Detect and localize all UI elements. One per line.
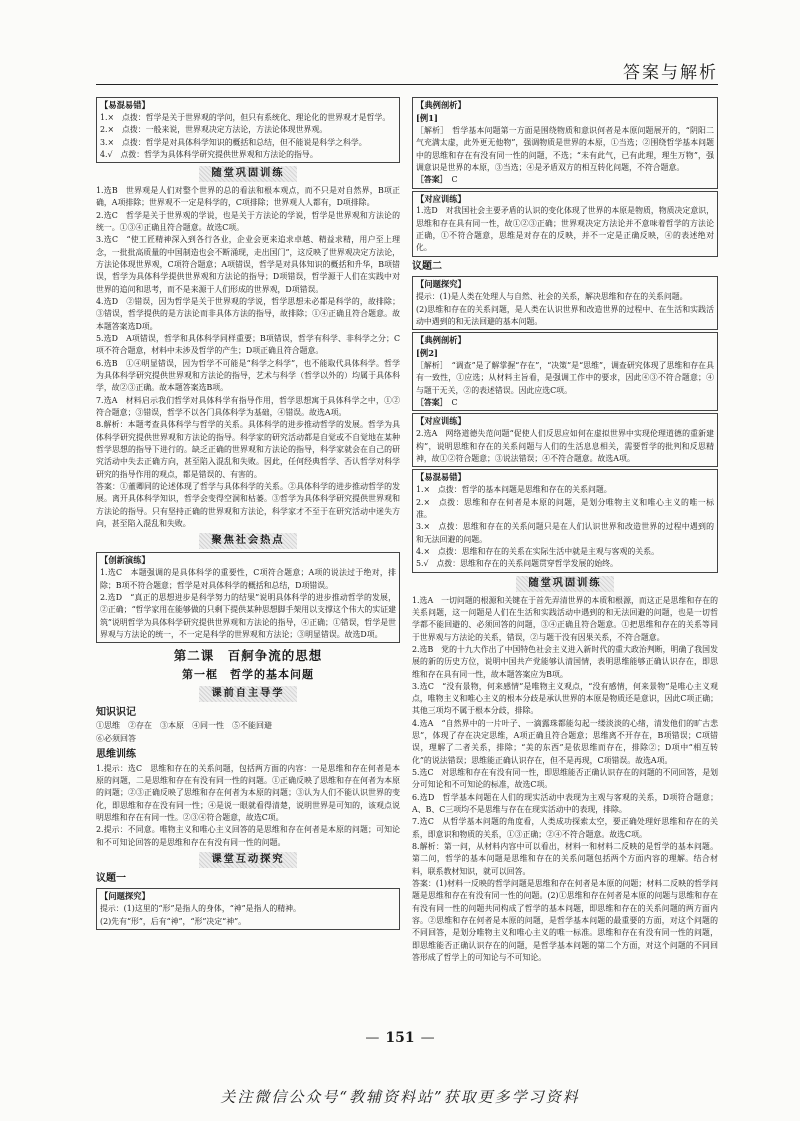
section-heading: 议题二 xyxy=(412,260,442,272)
list-item: 1.选D 对我国社会主要矛盾的认识的变化体现了世界的本原是物质，物质决定意识，思维和存在具有同一性，故①②③正确；世界观决定方法论并不意味着哲学的方法论正确，①不符合题意，思维是对存在的反映，并不一定是正确反映，④的表述绝对化。 xyxy=(416,206,714,253)
analysis-text: ［解析］ “调查”是了解掌握“存在”，“决策”是“思维”，调查研究体现了思维和存在具有一致性，①应选；从材料主旨看，是强调工作中的要求，因此④③不符合题意；④与题干无关，②的表述错误。因此应选C项。 xyxy=(416,361,714,395)
list-item: 3.选C “使工匠精神深入到各行各业，企业会更来追求卓越、精益求精，用户至上理念，一批批高质量的中国制造也会不断涌现，走出国门”，这反映了世界观决定方法论，方法论体现世界观，C项符合题意；A项错误，哲学是对具体知识的概括和升华，B项错误，哲学为具体科学提供世界观和方法论的指导；D项错误，哲学源于人们在实践中对世界的追问和思考，而不是来源于人们形成的世界观，D项错误。 xyxy=(96,235,400,294)
list-item: 2.选C 哲学是关于世界观的学说，也是关于方法论的学说，哲学是世界观和方法论的统一。①③④正确且符合题意。故选C项。 xyxy=(96,210,400,233)
list-item: 提示：(1)这里的“形”是指人的身体，“神”是指人的精神。 xyxy=(100,904,301,914)
list-item: 3.选C “没有景物，何来感情”是唯物主义观点，“没有感情，何来景物”是唯心主义观点，唯物主义和唯心主义的根本分歧是承认世界的本原是物质还是意识，因此C项正确；其他三项均不属于根本分歧，排除。 xyxy=(412,681,718,716)
header-title: 答案与解析 xyxy=(623,63,718,83)
footer-note: 关注微信公众号“教辅资料站”获取更多学习资料 xyxy=(220,1088,580,1106)
analysis-text: ［解析］ 哲学基本问题第一方面是围绕物质和意识何者是本原问题展开的，“阴阳二气充满太虚，此外更无他物”，强调物质是世界的本原，①当选；②围绕哲学基本问题中的思维和存在有没有同一性的问题，不选；“未有此气，已有此理，理生万物”，强调意识是世界的本原，③当选；④是矛盾双方的相互转化问题，不符合题意。 xyxy=(416,125,714,172)
box-label: 【问题探究】 xyxy=(416,279,466,290)
list-item: 4.× 点拨：思维和存在的关系在实际生活中就是主观与客观的关系。 xyxy=(416,546,659,556)
list-item: 2.× 点拨：思维和存在何者是本原的问题，是划分唯物主义和唯心主义的唯一标准。 xyxy=(416,497,714,519)
example-label: [例2] xyxy=(416,348,438,359)
answer-line: ［答案］ C xyxy=(416,398,458,408)
lesson-title: 第二课 百舸争流的思想 xyxy=(173,648,323,664)
frame-title: 第一框 哲学的基本问题 xyxy=(182,667,314,681)
dianli-box-1 xyxy=(412,97,718,189)
section-band: 聚焦社会热点 xyxy=(96,533,400,549)
list-item: 8.解析：本题考查具体科学与哲学的关系。具体科学的进步推动哲学的发展。哲学为具体科学研究提供世界观和方法论的指导。科学家的研究活动都是自觉或不自觉地在某种哲学思想的指导下进行的。缺乏正确的世界观和方法论的指导，科学家就会在自己的研究活动中失去正确方向，甚至陷入混乱和失败。因此，任何经典哲学、否认哲学对科学研究的指导作用的观点，都是错误的、有害的。 xyxy=(96,420,400,479)
knowledge-answers: ①思维 ②存在 ③本原 ④同一性 ⑤不能回避 ⑥必须回答 xyxy=(96,721,272,743)
list-item: 1.提示：选C 思维和存在的关系问题，包括两方面的内容：一是思维和存在何者是本原的问题，二是思维和存在有没有同一性的问题。①正确反映了思维和存在何者为本原的问题；②③正确反映了思维和存在何者为本原的问题；③认为人们不能认识世界的变化，即思维和存在没有同一性；④是说一眼就看得清楚，说明世界是可知的，该观点说明思维和存在有同一性。②③④符合题意，故选C项。 xyxy=(96,763,400,822)
box-label: 【对应训练】 xyxy=(416,416,466,427)
list-item: 1.× 点拨：哲学是关于世界观的学问，但只有系统化、理论化的世界观才是哲学。 xyxy=(100,112,391,122)
list-item: 2.选B 党的十九大作出了中国特色社会主义进入新时代的重大政治判断，明确了我国发展的新的历史方位，说明中国共产党能够认清国情，表明思维能够正确认识存在，即思维和存在具有同一性，故本题答案应为B项。 xyxy=(412,644,718,679)
duiying-box-1 xyxy=(412,191,718,257)
list-item: 3.× 点拨：思维和存在的关系问题只是在人们认识世界和改造世界的过程中遇到的和无法回避的问题。 xyxy=(416,522,714,544)
list-item: 2.选A 网络道德失范问题“促使人们反思应如何在虚拟世界中实现伦理道德的重新建构”，说明思维和存在的关系问题与人们的生活息息相关，需要哲学的批判和反思精神，故①②符合题意；③说法错误；④不符合题意。故选A项。 xyxy=(416,429,714,464)
list-item: 7.选A 材料启示我们哲学对具体科学有指导作用，哲学思想寓于具体科学之中，①②符合题意；③错误，哲学不以各门具体科学为基础，④错误。故选A项。 xyxy=(96,395,400,418)
list-item: 5.选D A项错误，哲学和具体科学同样重要；B项错误，哲学有科学、非科学之分；C项不符合题意，材料中未涉及哲学的产生；D项正确且符合题意。 xyxy=(96,334,400,356)
list-item: 7.选C 从哲学基本问题的角度看，人类成功探索太空，要正确处理好思维和存在的关系，即意识和物质的关系，①③正确；②④不符合题意。故选C项。 xyxy=(412,817,718,839)
wenti-box-2 xyxy=(412,276,718,330)
list-item: 6.选D 哲学基本问题在人们的现实活动中表现为主观与客观的关系，D项符合题意；A、B、C三项均不是思维与存在在现实活动中的表现，排除。 xyxy=(412,792,718,815)
box-label: 【典例剖析】 xyxy=(416,100,466,110)
box-label: 【对应训练】 xyxy=(416,193,466,204)
section-heading: 思维训练 xyxy=(96,749,136,761)
box-label: 【易混易错】 xyxy=(100,100,150,110)
list-item: 4.选D ②错误，因为哲学是关于世界观的学说，哲学思想未必都是科学的，故排除；③错误，哲学提供的是方法论而非具体方法的指导，故排除；①④正确且符合题意。故本题答案选D项。 xyxy=(96,297,400,331)
header-rule xyxy=(96,84,718,85)
box-label: 【典例剖析】 xyxy=(416,335,466,346)
yihun-box-1 xyxy=(96,97,400,163)
list-item: 2.× 点拨：一般来说，世界观决定方法论，方法论体现世界观。 xyxy=(100,125,328,135)
list-item: 3.× 点拨：哲学是对具体科学知识的概括和总结，但不能说是科学之科学。 xyxy=(100,137,367,147)
section-band: 课堂互动探究 xyxy=(96,852,400,868)
list-item: 6.选B ①④明显错误，因为哲学不可能是“科学之科学”，也不能取代具体科学。哲学为具体科学研究提供世界观和方法论的指导，艺术与科学（哲学以外的）均属于具体科学，故②③正确。故本题答案选B项。 xyxy=(96,358,400,393)
box-label: 【创新演练】 xyxy=(100,555,150,566)
example-label: [例1] xyxy=(416,112,438,123)
wenti-box xyxy=(96,888,400,930)
page-number: — 151 — xyxy=(365,1030,435,1046)
chuangxin-box xyxy=(96,552,400,643)
box-label: 【问题探究】 xyxy=(100,891,150,902)
list-item: 2.选D “真正的思想进步是科学努力的结果”说明具体科学的进步推动哲学的发展，②正确；“哲学家用在能够做的只剩下提供某种思想脚手架用以支撑这个伟大的实证建筑”说明哲学为具体科学研究提供世界观和方法论的指导，④正确；①错误，哲学是世界观与方法论的统一，不一定是科学的世界观和方法论；③明显错误。故选D项。 xyxy=(100,592,396,639)
section-band: 随堂巩固训练 xyxy=(96,166,400,182)
list-item: 1.选C 本题强调的是具体科学的重要性，C项符合题意；A项的说法过于绝对，排除；B项不符合题意；哲学是对具体科学的概括和总结，D项错误。 xyxy=(100,568,396,590)
list-item: 1.× 点拨：哲学的基本问题是思维和存在的关系问题。 xyxy=(416,485,612,495)
section-band: 课前自主导学 xyxy=(96,686,400,702)
list-item: 8.解析：第一问，从材料内容中可以看出，材料一和材料二反映的是哲学的基本问题。第二问，哲学的基本问题是思维和存在的关系问题包括两个方面内容的理解。结合材料，联系教材知识，就可以回答。 xyxy=(412,842,718,876)
section-heading: 议题一 xyxy=(96,872,126,884)
list-item: 答案：(1)材料一反映的哲学问题是思维和存在何者是本原的问题；材料二反映的哲学问题是思维和存在有没有同一性的问题。(2)①思维和存在何者是本原的问题与思维和存在有没有同一性的问题共同构成了哲学的基本问题，即思维和存在的关系问题的两方面内容。②思维和存在何者是本原的问题，是哲学基本问题的最重要的方面，对这个问题的不同回答，是划分唯物主义和唯心主义的唯一标准。思维和存在有没有同一性的问题，即思维能否正确认识存在的问题，是哲学基本问题的第二个方面，对这个问题的不同回答形成了哲学上的可知论与不可知论。 xyxy=(412,879,718,963)
list-item: (2)先有“形”，后有“神”，“形”决定“神”。 xyxy=(100,916,247,926)
list-item: 5.选C 对思维和存在有没有同一性，即思维能否正确认识存在的问题的不同回答，是划分可知论和不可知论的标准，故选C项。 xyxy=(412,768,718,790)
right-column xyxy=(412,95,718,964)
list-item: (2)思维和存在的关系问题，是人类在认识世界和改造世界的过程中、在生活和实践活动中遇到的和无法回避的基本问题。 xyxy=(416,304,714,326)
list-item: 5.√ 点拨：思维和存在的关系问题贯穿哲学发展的始终。 xyxy=(416,559,618,569)
box-label: 【易混易错】 xyxy=(416,472,466,483)
page-header xyxy=(0,0,800,86)
left-column xyxy=(96,95,400,932)
list-item: 提示：(1)是人类在处理人与自然、社会的关系，解决思维和存在的关系问题。 xyxy=(416,292,688,302)
list-item: 答案：①董卿同的论述体现了哲学与具体科学的关系。②具体科学的进步推动哲学的发展。离开具体科学知识，哲学会变得空洞和枯萎。③哲学为具体科学研究提供世界观和方法论的指导。只有坚持正确的世界观和方法论，科学家才不至于在研究活动中迷失方向，甚至陷入混乱和失败。 xyxy=(96,482,400,529)
yihun-box-2 xyxy=(412,469,718,572)
list-item: 2.提示：不同意。唯物主义和唯心主义回答的是思维和存在何者是本原的问题；可知论和不可知论回答的是思维和存在有没有同一性的问题。 xyxy=(96,825,400,847)
list-item: 1.选A 一切问题的根源和关键在于首先弄清世界的本质和根源，而这正是思维和存在的关系问题，这一问题是人们在生活和实践活动中遇到的和无法回避的问题，也是一切哲学都不能回避的、必须回答的问题，③④正确且符合题意。①把思维和存在的关系等同于世界观与方法论的关系，错误，②与题干没有因果关系，不符合题意。 xyxy=(412,595,718,642)
list-item: 4.选A “自然界中的一片叶子、一滴露珠都能勾起一缕淡淡的心绪，清发他们的旷古悲思”，体现了存在决定思维，A项正确且符合题意；思维离不开存在，B项错误；C项错误，理解了二者关系，排除；“美的东西”是依思维而存在，排除②；D项中“相互转化”的说法错误；思维能正确认识存在，但不是再现，C项错误。故选A项。 xyxy=(412,718,718,765)
section-band: 随堂巩固训练 xyxy=(412,576,718,592)
dianli-box-2 xyxy=(412,332,718,411)
duiying-box-2 xyxy=(412,413,718,467)
section-heading: 知识识记 xyxy=(96,706,136,718)
list-item: 4.√ 点拨：哲学为具体科学研究提供世界观和方法论的指导。 xyxy=(100,149,318,159)
answer-line: ［答案］ C xyxy=(416,175,458,185)
list-item: 1.选B 世界观是人们对整个世界的总的看法和根本观点，而不只是对自然界，B项正确，A项排除；世界观不一定是科学的，C项排除；世界观人人都有，D项排除。 xyxy=(96,186,400,208)
